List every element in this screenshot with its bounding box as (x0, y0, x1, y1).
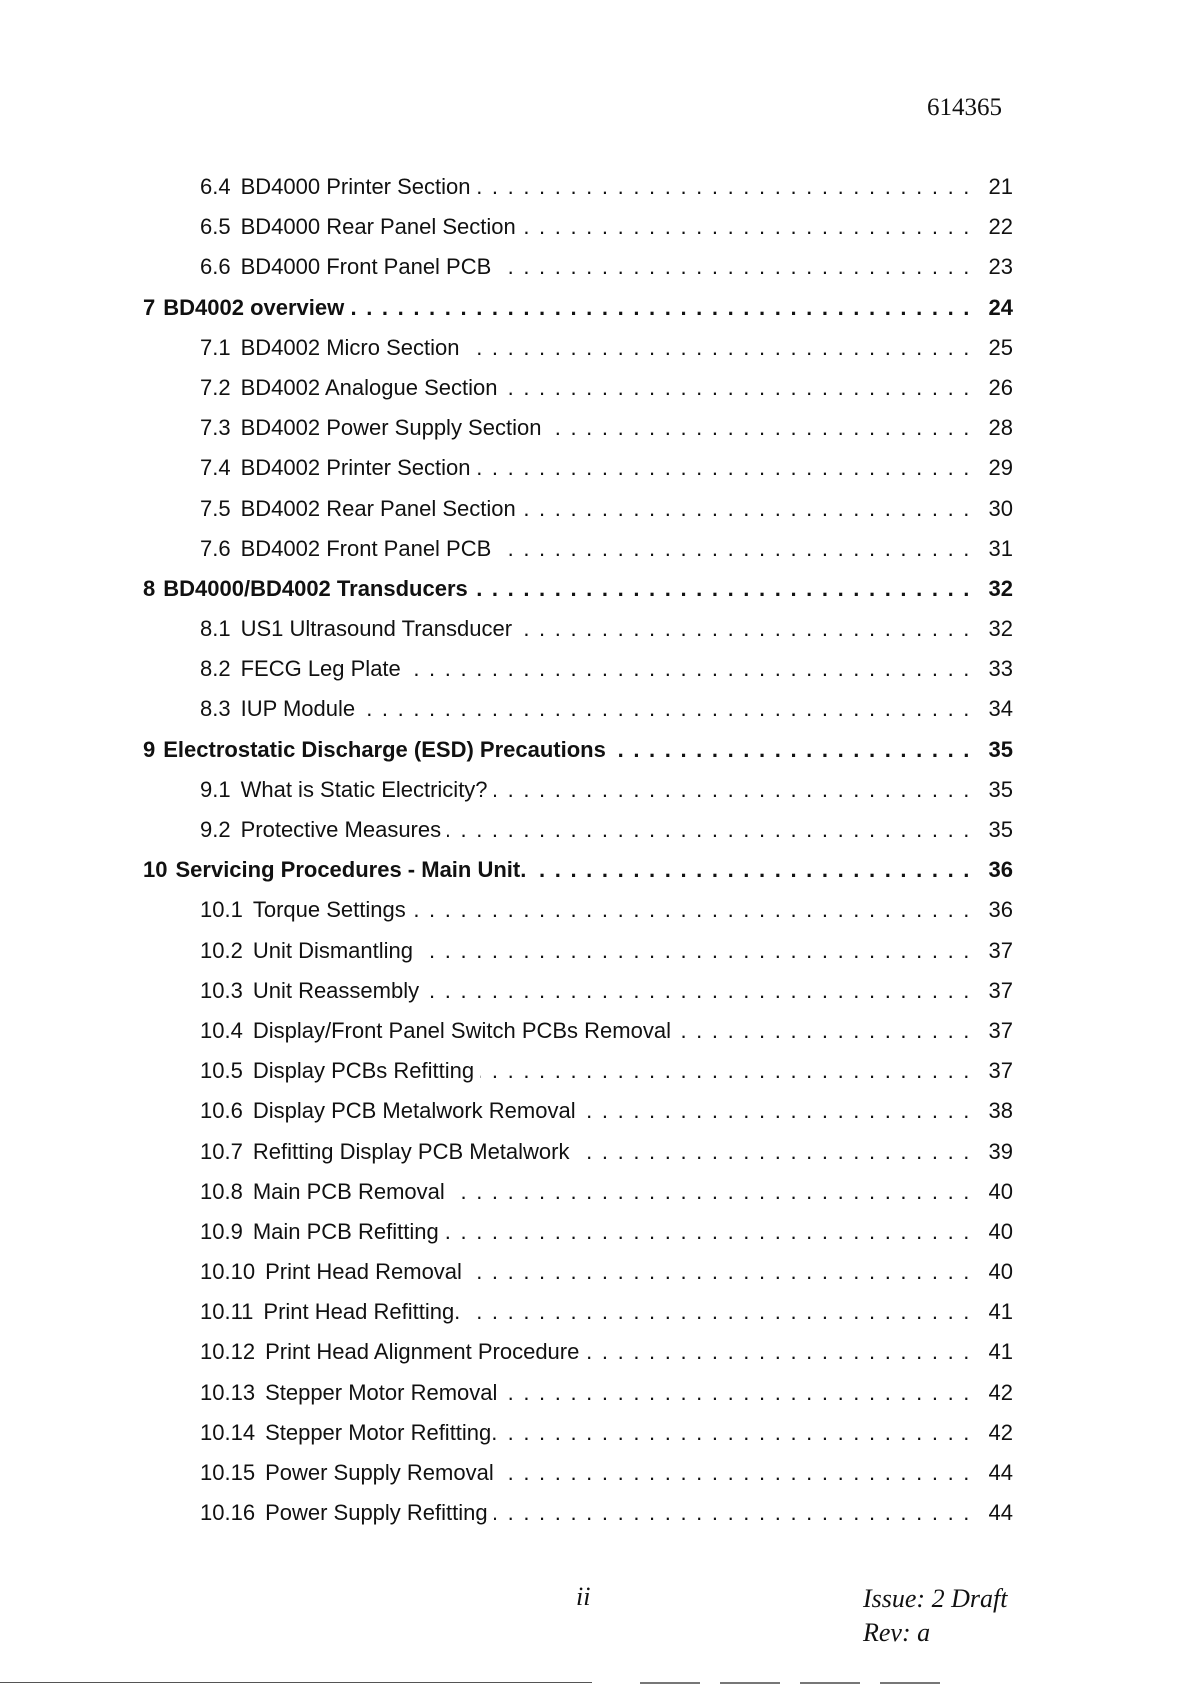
toc-section-entry[interactable] (143, 254, 1013, 294)
toc-entry-page: 35 (988, 817, 1013, 842)
toc-section-entry[interactable] (143, 415, 1013, 455)
toc-entry-title: Main PCB Removal (252, 1178, 445, 1204)
toc-entry-number: 9 (143, 736, 156, 762)
toc-entry-number: 10.9 (200, 1218, 243, 1244)
toc-entry-page: 36 (988, 897, 1013, 923)
toc-section-entry[interactable] (143, 455, 1013, 495)
toc-dot-leader (494, 777, 979, 803)
toc-entry-page: 35 (988, 776, 1013, 802)
toc-section-entry[interactable] (143, 1139, 1013, 1179)
toc-entry-number: 9.2 (200, 817, 231, 842)
toc-entry-number: 8.3 (200, 696, 231, 722)
toc-section-entry[interactable] (143, 897, 1013, 937)
toc-section-entry[interactable] (143, 696, 1013, 736)
toc-entry-page: 37 (988, 1017, 1013, 1043)
toc-section-entry[interactable] (143, 1018, 1013, 1058)
toc-entry-page: 41 (988, 1339, 1013, 1365)
toc-entry-title: BD4000/BD4002 Transducers (163, 575, 468, 601)
footer-issue-block (863, 1582, 1007, 1650)
toc-entry-title: Unit Reassembly (252, 977, 420, 1003)
toc-dot-leader (494, 1500, 979, 1526)
toc-section-entry[interactable] (143, 1098, 1013, 1138)
toc-entry-page: 39 (988, 1138, 1013, 1164)
toc-entry-title: Unit Dismantling (252, 937, 413, 963)
toc-entry-number: 10.13 (200, 1379, 256, 1405)
toc-dot-leader (468, 1259, 979, 1285)
toc-section-entry[interactable] (143, 1500, 1013, 1540)
toc-dot-leader (465, 335, 979, 361)
toc-entry-page: 37 (988, 1058, 1013, 1084)
toc-entry-page: 40 (988, 1178, 1013, 1204)
toc-entry-page: 22 (988, 214, 1013, 240)
toc-entry-number: 10.11 (200, 1299, 254, 1325)
toc-dot-leader (474, 576, 979, 602)
toc-entry-number: 10.7 (200, 1138, 243, 1164)
toc-entry-number: 10.5 (200, 1058, 243, 1084)
toc-dot-leader (361, 696, 979, 722)
toc-entry-page: 32 (988, 616, 1013, 642)
toc-dot-leader (466, 1299, 979, 1325)
toc-entry-page: 36 (988, 857, 1013, 883)
toc-entry-number: 10.8 (200, 1178, 243, 1204)
toc-entry-number: 10.4 (200, 1017, 243, 1043)
toc-entry-title: Power Supply Removal (265, 1460, 494, 1485)
footer-page-number: ii (576, 1582, 591, 1611)
document-number: 614365 (927, 94, 1002, 121)
toc-entry-title: BD4002 Analogue Section (240, 374, 498, 400)
toc-entry-page: 23 (988, 254, 1013, 280)
toc-entry-title: BD4000 Printer Section (240, 174, 471, 199)
bottom-marks (640, 1682, 940, 1684)
toc-dot-leader (407, 656, 979, 682)
toc-dot-leader (447, 817, 979, 843)
toc-section-entry[interactable] (143, 1339, 1013, 1379)
toc-entry-page: 35 (988, 736, 1013, 762)
toc-entry-number: 7.3 (200, 415, 231, 441)
toc-dot-leader (425, 978, 979, 1004)
toc-entry-page: 40 (988, 1259, 1013, 1285)
toc-entry-title: Electrostatic Discharge (ESD) Precautions (163, 736, 606, 762)
toc-entry-number: 9.1 (200, 776, 231, 802)
toc-entry-title: FECG Leg Plate (240, 656, 401, 682)
footer-issue: Issue: 2 Draft (863, 1584, 1008, 1613)
toc-entry-title: US1 Ultrasound Transducer (240, 616, 513, 642)
toc-section-entry[interactable] (143, 978, 1013, 1018)
toc-entry-number: 10.14 (200, 1419, 256, 1445)
toc-dot-leader (518, 616, 979, 642)
toc-entry-number: 6.4 (200, 174, 231, 199)
toc-dot-leader (350, 295, 979, 321)
toc-entry-title: BD4002 Front Panel PCB (240, 535, 492, 561)
toc-entry-page: 28 (988, 415, 1013, 441)
toc-entry-title: BD4002 Printer Section (240, 455, 471, 481)
toc-entry-number: 10.10 (200, 1259, 256, 1285)
toc-dot-leader (451, 1179, 979, 1205)
toc-dot-leader (497, 536, 979, 562)
toc-section-entry[interactable] (143, 214, 1013, 254)
toc-dot-leader (419, 938, 979, 964)
toc-entry-title: Print Head Refitting. (263, 1299, 461, 1325)
toc-entry-number: 10.16 (200, 1500, 256, 1526)
toc-entry-page: 42 (988, 1419, 1013, 1445)
toc-dot-leader (497, 254, 979, 280)
toc-dot-leader (503, 1420, 979, 1446)
toc-chapter-entry[interactable] (143, 737, 1013, 777)
toc-entry-title: Power Supply Refitting (265, 1500, 488, 1526)
toc-entry-number: 7 (143, 294, 156, 320)
toc-entry-number: 7.5 (200, 495, 231, 521)
toc-entry-title: Display PCBs Refitting (252, 1058, 475, 1084)
toc-section-entry[interactable] (143, 656, 1013, 696)
toc-entry-title: BD4002 Rear Panel Section (240, 495, 516, 521)
toc-entry-number: 7.4 (200, 455, 231, 481)
toc-section-entry[interactable] (143, 1058, 1013, 1098)
toc-section-entry[interactable] (143, 938, 1013, 978)
toc-section-entry[interactable] (143, 616, 1013, 656)
toc-entry-page: 40 (988, 1218, 1013, 1244)
toc-section-entry[interactable] (143, 817, 1013, 857)
toc-entry-page: 30 (988, 495, 1013, 521)
toc-dot-leader (480, 1058, 979, 1084)
toc-entry-number: 8 (143, 575, 156, 601)
toc-entry-page: 34 (988, 696, 1013, 722)
toc-entry-title: What is Static Electricity? (240, 776, 488, 802)
toc-entry-title: Stepper Motor Refitting. (265, 1419, 498, 1445)
toc-dot-leader (522, 496, 979, 522)
toc-dot-leader (576, 1139, 980, 1165)
toc-entry-title: IUP Module (240, 696, 356, 722)
toc-dot-leader (612, 737, 979, 763)
toc-entry-title: BD4000 Rear Panel Section (240, 214, 516, 240)
toc-dot-leader (477, 455, 980, 481)
toc-entry-number: 6.6 (200, 254, 231, 280)
toc-entry-page: 21 (988, 174, 1013, 199)
toc-entry-number: 7.2 (200, 374, 231, 400)
toc-dot-leader (532, 857, 979, 883)
toc-entry-page: 38 (988, 1098, 1013, 1124)
toc-section-entry[interactable] (143, 536, 1013, 576)
toc-dot-leader (412, 897, 979, 923)
toc-dot-leader (503, 1380, 979, 1406)
toc-dot-leader (585, 1339, 979, 1365)
toc-entry-number: 6.5 (200, 214, 231, 240)
toc-entry-page: 41 (988, 1299, 1013, 1325)
toc-entry-title: BD4002 Micro Section (240, 334, 460, 360)
bottom-rule (0, 1682, 592, 1683)
toc-entry-title: Protective Measures (240, 817, 442, 842)
toc-entry-number: 10.3 (200, 977, 243, 1003)
toc-section-entry[interactable] (143, 1420, 1013, 1460)
toc-entry-title: Print Head Alignment Procedure (265, 1339, 580, 1365)
toc-dot-leader (582, 1098, 979, 1124)
table-of-contents (143, 174, 1013, 1540)
toc-entry-page: 33 (988, 656, 1013, 682)
toc-entry-number: 10.12 (200, 1339, 256, 1365)
toc-entry-title: BD4000 Front Panel PCB (240, 254, 492, 280)
toc-section-entry[interactable] (143, 1259, 1013, 1299)
toc-entry-page: 26 (988, 374, 1013, 400)
toc-entry-number: 7.1 (200, 334, 231, 360)
toc-entry-title: BD4002 overview (163, 294, 345, 320)
toc-entry-number: 7.6 (200, 535, 231, 561)
toc-dot-leader (522, 214, 979, 240)
toc-section-entry[interactable] (143, 174, 1013, 214)
toc-entry-number: 10.15 (200, 1460, 256, 1485)
toc-section-entry[interactable] (143, 1179, 1013, 1219)
toc-dot-leader (677, 1018, 979, 1044)
toc-entry-title: Print Head Removal (265, 1259, 462, 1285)
toc-entry-title: Main PCB Refitting (252, 1218, 439, 1244)
toc-dot-leader (477, 174, 980, 200)
toc-section-entry[interactable] (143, 496, 1013, 536)
toc-section-entry[interactable] (143, 1299, 1013, 1339)
toc-entry-title: Torque Settings (252, 897, 406, 923)
toc-entry-page: 37 (988, 937, 1013, 963)
toc-entry-page: 24 (988, 294, 1013, 320)
toc-entry-number: 10 (143, 857, 168, 883)
toc-entry-number: 8.1 (200, 616, 231, 642)
toc-entry-page: 42 (988, 1379, 1013, 1405)
toc-chapter-entry[interactable] (143, 295, 1013, 335)
footer-revision: Rev: a (863, 1618, 931, 1647)
toc-entry-title: Display/Front Panel Switch PCBs Removal (252, 1017, 671, 1043)
toc-entry-page: 31 (988, 535, 1013, 561)
toc-dot-leader (500, 1460, 979, 1486)
toc-entry-title: Stepper Motor Removal (265, 1379, 498, 1405)
toc-entry-number: 10.6 (200, 1098, 243, 1124)
toc-dot-leader (503, 375, 979, 401)
toc-entry-title: Refitting Display PCB Metalwork (252, 1138, 570, 1164)
toc-section-entry[interactable] (143, 1460, 1013, 1500)
toc-entry-page: 44 (988, 1460, 1013, 1485)
toc-entry-page: 25 (988, 334, 1013, 360)
toc-entry-number: 10.2 (200, 937, 243, 963)
toc-entry-title: Servicing Procedures - Main Unit. (175, 857, 527, 883)
toc-chapter-entry[interactable] (143, 576, 1013, 616)
toc-section-entry[interactable] (143, 335, 1013, 375)
toc-entry-page: 44 (988, 1500, 1013, 1526)
toc-chapter-entry[interactable] (143, 857, 1013, 897)
toc-entry-title: BD4002 Power Supply Section (240, 415, 542, 441)
toc-entry-page: 32 (988, 575, 1013, 601)
toc-entry-page: 37 (988, 977, 1013, 1003)
toc-entry-page: 29 (988, 455, 1013, 481)
toc-entry-number: 10.1 (200, 897, 243, 923)
toc-dot-leader (445, 1219, 979, 1245)
toc-section-entry[interactable] (143, 375, 1013, 415)
toc-entry-number: 8.2 (200, 656, 231, 682)
toc-section-entry[interactable] (143, 1219, 1013, 1259)
toc-section-entry[interactable] (143, 777, 1013, 817)
toc-section-entry[interactable] (143, 1380, 1013, 1420)
toc-dot-leader (547, 415, 979, 441)
toc-entry-title: Display PCB Metalwork Removal (252, 1098, 576, 1124)
